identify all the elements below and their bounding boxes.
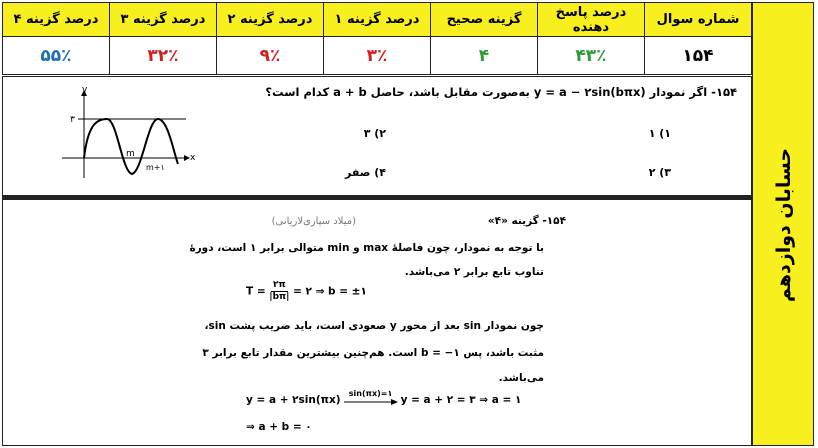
value-option1-percent: ۳٪ [324, 37, 431, 75]
period-numerator: ۲π [273, 280, 286, 290]
period-lhs: T = [246, 285, 266, 298]
value-question-number: ۱۵۴ [645, 37, 752, 75]
graph-x-value: m+۱ [146, 163, 165, 172]
answer-box [2, 199, 752, 446]
answer-line-2: تناوب تابع برابر ۲ می‌باشد. [404, 266, 544, 278]
equation-1-arrow [344, 389, 398, 406]
header-respondent-percent: درصد پاسخ دهنده [538, 3, 645, 37]
subject-title: حسابان دوازدهم [773, 147, 795, 303]
period-denominator: |bπ| [269, 292, 290, 302]
period-formula [246, 280, 367, 303]
header-option1-percent: درصد گزینه ۱ [324, 3, 431, 37]
header-correct-option: گزینه صحیح [431, 3, 538, 37]
equation-2: ⇒ a + b = ۰ [246, 421, 312, 433]
value-option3-percent: ۳۲٪ [110, 37, 217, 75]
question-text: ۱۵۴- اگر نمودار y = a − ۲sin(bπx) به‌صورت مقابل باشد، حاصل a + b کدام است؟ [265, 85, 737, 99]
value-option2-percent: ۹٪ [217, 37, 324, 75]
header-option4-percent: درصد گزینه ۴ [3, 3, 110, 37]
long-arrow-icon [344, 398, 398, 406]
graph-min-label: m [126, 149, 135, 159]
answer-line-4: مثبت باشد، پس b = −۱ است. هم‌چنین بیشترین مقدار تابع برابر ۳ [202, 347, 544, 359]
value-correct-option: ۴ [431, 37, 538, 75]
graph-y-label: y [82, 85, 88, 95]
option-3: ۳) ۲ [648, 166, 671, 179]
header-option3-percent: درصد گزینه ۳ [110, 3, 217, 37]
stats-table [2, 2, 752, 75]
header-question-number: شماره سوال [645, 3, 752, 37]
header-option2-percent: درصد گزینه ۲ [217, 3, 324, 37]
option-1: ۱) ۱ [648, 127, 671, 140]
answer-heading: ۱۵۴- گزینه «۴» [487, 215, 566, 227]
period-rhs: = ۲ ⇒ b = ±۱ [293, 285, 367, 298]
period-fraction [269, 280, 289, 303]
subject-sidebar [752, 2, 814, 446]
stats-value-row [3, 37, 752, 75]
equation-1 [246, 389, 521, 406]
answer-line-5: می‌باشد. [498, 372, 544, 384]
equation-1-left: y = a + ۲sin(πx) [246, 394, 341, 406]
equation-1-arrow-condition: sin(πx)=۱ [348, 389, 393, 398]
stats-header-row [3, 3, 752, 37]
value-respondent-percent: ۴۳٪ [538, 37, 645, 75]
option-2: ۲) ۳ [363, 127, 386, 140]
question-graph [62, 84, 197, 180]
answer-author: (میلاد سپاری‌لاریانی) [271, 216, 356, 227]
equation-1-right: y = a + ۲ = ۳ ⇒ a = ۱ [400, 394, 522, 406]
graph-y-value: ۳ [70, 115, 75, 125]
answer-line-3: چون نمودار sin بعد از محور y صعودی است، باید ضریب پشت sin، [204, 320, 544, 332]
option-4: ۴) صفر [345, 166, 386, 179]
graph-x-label: x [190, 153, 196, 163]
answer-line-1: با توجه به نمودار، چون فاصلهٔ max و min متوالی برابر ۱ است، دورهٔ [189, 242, 544, 254]
value-option4-percent: ۵۵٪ [3, 37, 110, 75]
